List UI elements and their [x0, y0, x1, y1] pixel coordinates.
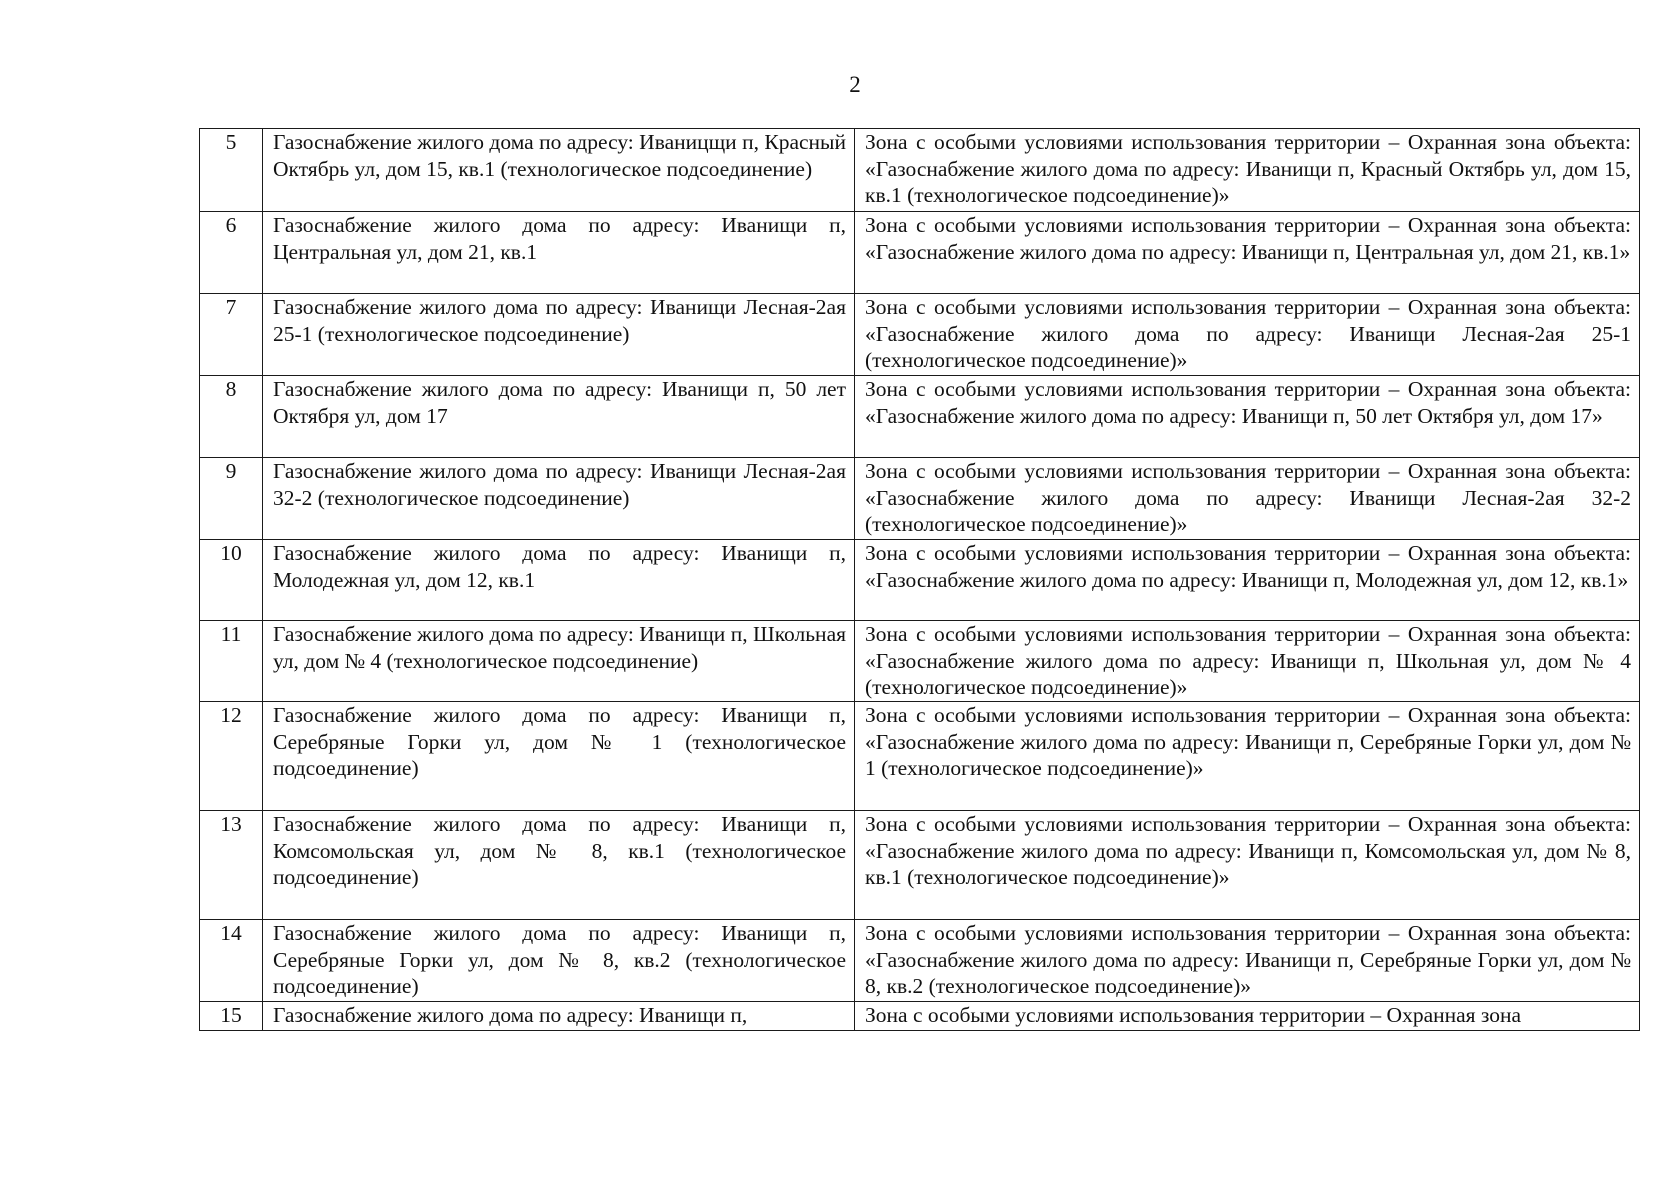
table-row — [200, 212, 1640, 294]
table-row — [200, 458, 1640, 540]
object-cell: Газоснабжение жилого дома по адресу: Иванищи Лесная-2ая 32-2 (технологическое подсоединение) — [263, 458, 855, 540]
zone-cell: Зона с особыми условиями использования территории – Охранная зона объекта: «Газоснабжение жилого дома по адресу: Иванищи п, Центральная ул, дом 21, кв.1» — [855, 212, 1640, 294]
row-number: 9 — [200, 458, 263, 540]
zone-cell: Зона с особыми условиями использования территории – Охранная зона объекта: «Газоснабжение жилого дома по адресу: Иванищи п, Комсомольская ул, дом № 8, кв.1 (технологическое подсоединение)» — [855, 811, 1640, 920]
row-number: 6 — [200, 212, 263, 294]
zone-cell: Зона с особыми условиями использования территории – Охранная зона объекта: «Газоснабжение жилого дома по адресу: Иванищи Лесная-2ая 25-1 (технологическое подсоединение)» — [855, 294, 1640, 376]
object-cell: Газоснабжение жилого дома по адресу: Иванищи п, Серебряные Горки ул, дом № 8, кв.2 (технологическое подсоединение) — [263, 920, 855, 1002]
row-number: 13 — [200, 811, 263, 920]
row-number: 15 — [200, 1002, 263, 1031]
table-row — [200, 920, 1640, 1002]
zone-cell: Зона с особыми условиями использования территории – Охранная зона объекта: «Газоснабжение жилого дома по адресу: Иванищи п, Молодежная ул, дом 12, кв.1» — [855, 540, 1640, 621]
table-row — [200, 129, 1640, 212]
zone-cell: Зона с особыми условиями использования территории – Охранная зона объекта: «Газоснабжение жилого дома по адресу: Иванищи Лесная-2ая 32-2 (технологическое подсоединение)» — [855, 458, 1640, 540]
table-row — [200, 376, 1640, 458]
table-row — [200, 294, 1640, 376]
zone-cell: Зона с особыми условиями использования территории – Охранная зона объекта: «Газоснабжение жилого дома по адресу: Иванищи п, Школьная ул, дом № 4 (технологическое подсоединение)» — [855, 621, 1640, 702]
object-cell: Газоснабжение жилого дома по адресу: Иванищи п, Серебряные Горки ул, дом № 1 (технологическое подсоединение) — [263, 702, 855, 811]
zone-cell: Зона с особыми условиями использования территории – Охранная зона объекта: «Газоснабжение жилого дома по адресу: Иванищи п, Серебряные Горки ул, дом № 8, кв.2 (технологическое подсоединение)» — [855, 920, 1640, 1002]
object-cell: Газоснабжение жилого дома по адресу: Иванищи п, Центральная ул, дом 21, кв.1 — [263, 212, 855, 294]
table-row — [200, 540, 1640, 621]
row-number: 12 — [200, 702, 263, 811]
zone-cell: Зона с особыми условиями использования территории – Охранная зона объекта: «Газоснабжение жилого дома по адресу: Иванищи п, 50 лет Октября ул, дом 17» — [855, 376, 1640, 458]
zone-cell: Зона с особыми условиями использования территории – Охранная зона — [855, 1002, 1640, 1031]
object-cell: Газоснабжение жилого дома по адресу: Иванищи п, — [263, 1002, 855, 1031]
object-cell: Газоснабжение жилого дома по адресу: Иванищи п, 50 лет Октября ул, дом 17 — [263, 376, 855, 458]
zone-cell: Зона с особыми условиями использования территории – Охранная зона объекта: «Газоснабжение жилого дома по адресу: Иванищи п, Серебряные Горки ул, дом № 1 (технологическое подсоединение)» — [855, 702, 1640, 811]
object-cell: Газоснабжение жилого дома по адресу: Иванищи п, Комсомольская ул, дом № 8, кв.1 (технологическое подсоединение) — [263, 811, 855, 920]
row-number: 8 — [200, 376, 263, 458]
table-row — [200, 702, 1640, 811]
row-number: 14 — [200, 920, 263, 1002]
row-number: 5 — [200, 129, 263, 212]
zone-cell: Зона с особыми условиями использования территории – Охранная зона объекта: «Газоснабжение жилого дома по адресу: Иванищи п, Красный Октябрь ул, дом 15, кв.1 (технологическое подсоединение)» — [855, 129, 1640, 212]
table-row — [200, 621, 1640, 702]
page-number: 2 — [849, 72, 861, 97]
row-number: 7 — [200, 294, 263, 376]
object-cell: Газоснабжение жилого дома по адресу: Иванищи Лесная-2ая 25-1 (технологическое подсоединение) — [263, 294, 855, 376]
zones-table — [199, 128, 1640, 1031]
object-cell: Газоснабжение жилого дома по адресу: Иванищи п, Молодежная ул, дом 12, кв.1 — [263, 540, 855, 621]
table-row — [200, 1002, 1640, 1031]
object-cell: Газоснабжение жилого дома по адресу: Иваницщи п, Красный Октябрь ул, дом 15, кв.1 (технологическое подсоединение) — [263, 129, 855, 212]
row-number: 10 — [200, 540, 263, 621]
object-cell: Газоснабжение жилого дома по адресу: Иванищи п, Школьная ул, дом № 4 (технологическое подсоединение) — [263, 621, 855, 702]
row-number: 11 — [200, 621, 263, 702]
table-row — [200, 811, 1640, 920]
